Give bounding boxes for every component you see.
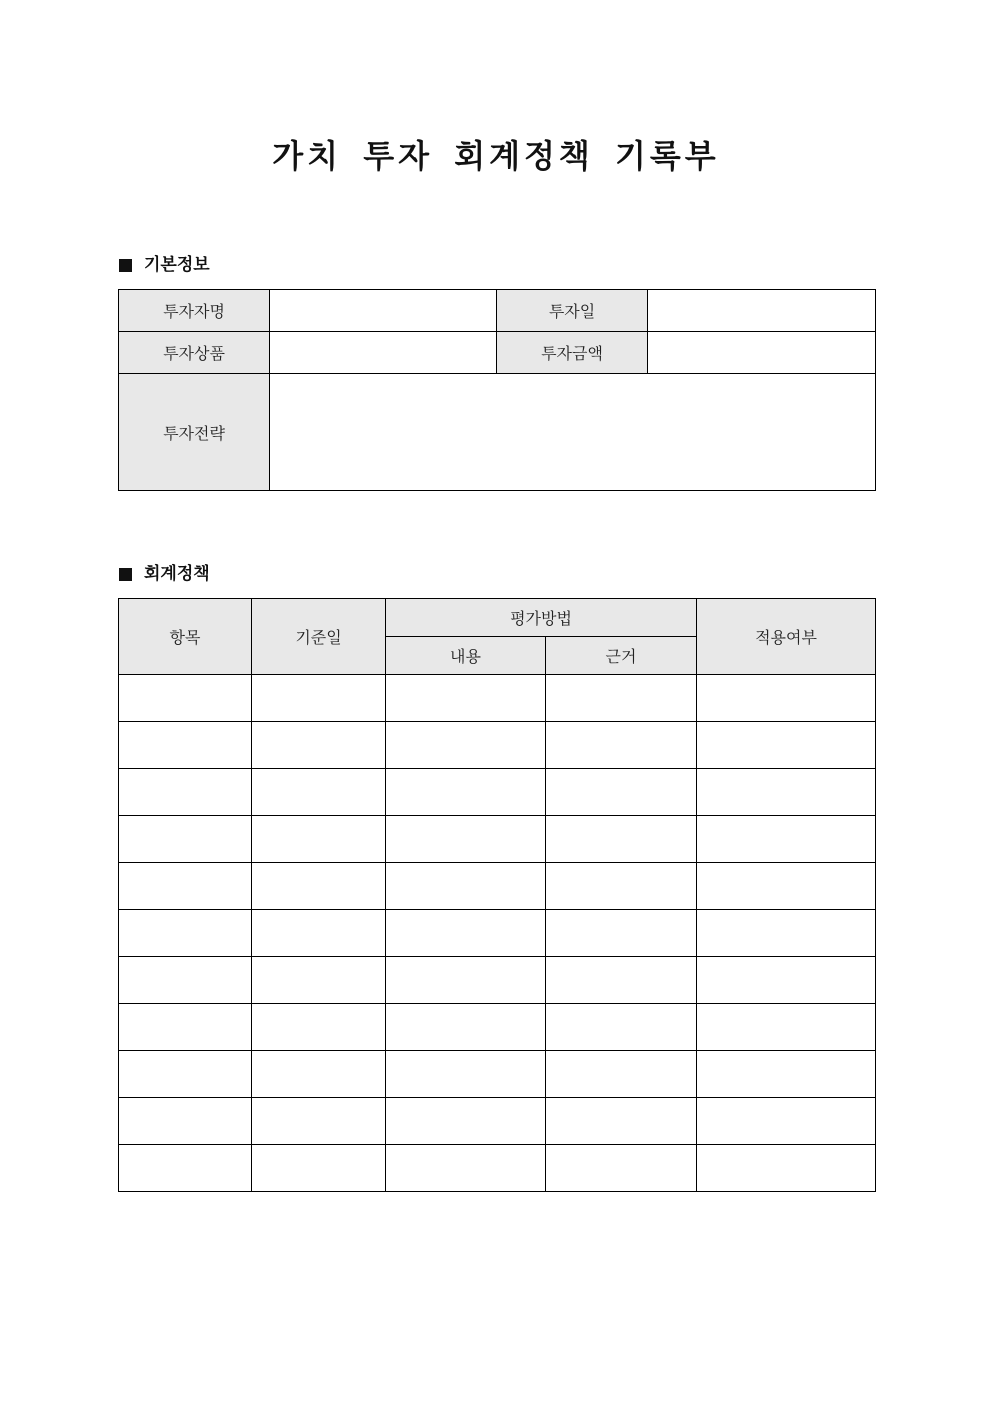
applied-cell[interactable] [697,1098,876,1145]
table-row [119,1004,876,1051]
strategy-label: 투자전략 [119,374,270,491]
table-row [119,816,876,863]
item-cell[interactable] [119,1145,252,1192]
section-heading-accounting-policy [119,562,210,586]
content-cell[interactable] [386,675,546,722]
section-heading-label: 기본정보 [144,255,210,275]
table-row [119,863,876,910]
column-header-base-date: 기준일 [252,599,386,675]
table-row [119,957,876,1004]
base-date-cell[interactable] [252,957,386,1004]
applied-cell[interactable] [697,816,876,863]
basis-cell[interactable] [546,1145,697,1192]
base-date-cell[interactable] [252,816,386,863]
content-cell[interactable] [386,1051,546,1098]
content-cell[interactable] [386,1004,546,1051]
content-cell[interactable] [386,1098,546,1145]
square-bullet-icon [119,259,132,272]
applied-cell[interactable] [697,1051,876,1098]
applied-cell[interactable] [697,957,876,1004]
column-header-basis: 근거 [546,637,697,675]
table-row [119,374,876,491]
basis-cell[interactable] [546,1098,697,1145]
applied-cell[interactable] [697,722,876,769]
base-date-cell[interactable] [252,1004,386,1051]
item-cell[interactable] [119,1051,252,1098]
investment-date-label: 투자일 [497,290,648,332]
content-cell[interactable] [386,816,546,863]
content-cell[interactable] [386,957,546,1004]
basis-cell[interactable] [546,675,697,722]
product-label: 투자상품 [119,332,270,374]
basis-cell[interactable] [546,769,697,816]
base-date-cell[interactable] [252,1051,386,1098]
basis-cell[interactable] [546,816,697,863]
investor-name-label: 투자자명 [119,290,270,332]
base-date-cell[interactable] [252,722,386,769]
table-row [119,290,876,332]
table-row [119,1051,876,1098]
item-cell[interactable] [119,863,252,910]
item-cell[interactable] [119,1004,252,1051]
basis-cell[interactable] [546,863,697,910]
applied-cell[interactable] [697,1004,876,1051]
investor-name-field[interactable] [270,290,497,332]
item-cell[interactable] [119,1098,252,1145]
base-date-cell[interactable] [252,1145,386,1192]
content-cell[interactable] [386,863,546,910]
document-title: 가치 투자 회계정책 기록부 [272,137,720,175]
table-row [119,1098,876,1145]
applied-cell[interactable] [697,769,876,816]
table-row [119,675,876,722]
content-cell[interactable] [386,722,546,769]
accounting-policy-table [118,598,876,1192]
applied-cell[interactable] [697,675,876,722]
policy-table-body [119,675,876,1192]
base-date-cell[interactable] [252,769,386,816]
amount-label: 투자금액 [497,332,648,374]
basis-cell[interactable] [546,1004,697,1051]
column-header-valuation-method: 평가방법 [386,599,697,637]
table-row [119,769,876,816]
table-row [119,332,876,374]
table-row [119,910,876,957]
section-heading-basic-info [119,253,210,277]
item-cell[interactable] [119,910,252,957]
amount-field[interactable] [648,332,876,374]
content-cell[interactable] [386,910,546,957]
column-header-item: 항목 [119,599,252,675]
base-date-cell[interactable] [252,675,386,722]
investment-date-field[interactable] [648,290,876,332]
item-cell[interactable] [119,769,252,816]
content-cell[interactable] [386,1145,546,1192]
base-date-cell[interactable] [252,1098,386,1145]
column-header-content: 내용 [386,637,546,675]
product-field[interactable] [270,332,497,374]
item-cell[interactable] [119,816,252,863]
strategy-field[interactable] [270,374,876,491]
content-cell[interactable] [386,769,546,816]
square-bullet-icon [119,568,132,581]
item-cell[interactable] [119,722,252,769]
base-date-cell[interactable] [252,910,386,957]
item-cell[interactable] [119,957,252,1004]
basis-cell[interactable] [546,910,697,957]
base-date-cell[interactable] [252,863,386,910]
basis-cell[interactable] [546,722,697,769]
basis-cell[interactable] [546,1051,697,1098]
item-cell[interactable] [119,675,252,722]
applied-cell[interactable] [697,863,876,910]
basis-cell[interactable] [546,957,697,1004]
basic-info-table [118,289,876,491]
applied-cell[interactable] [697,1145,876,1192]
applied-cell[interactable] [697,910,876,957]
table-row [119,1145,876,1192]
column-header-applied: 적용여부 [697,599,876,675]
section-heading-label: 회계정책 [144,564,210,584]
table-row [119,722,876,769]
